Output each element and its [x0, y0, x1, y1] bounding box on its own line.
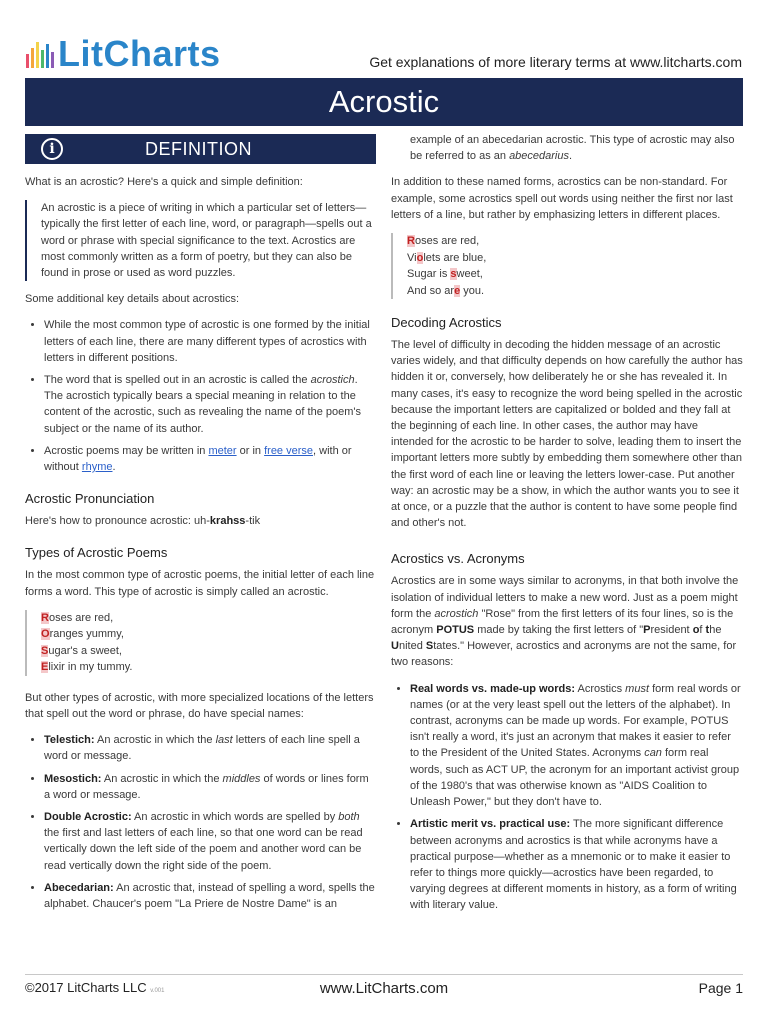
- example-poem-rose: [25, 610, 376, 676]
- definition-intro: What is an acrostic? Here's a quick and simple definition:: [25, 176, 303, 188]
- version-label: v.001: [150, 988, 165, 994]
- bar-chart-logo-icon: [26, 42, 54, 68]
- logo-text: LitCharts: [58, 33, 221, 74]
- poem-line: Sugar's a sweet,: [41, 644, 122, 657]
- poem-line: Roses are red,: [407, 235, 480, 248]
- types-paragraph: In the most common type of acrostic poems, the initial letter of each line forms a word. This type of acrostic is simply called an acrostic.: [25, 569, 375, 598]
- footer-divider: [25, 974, 743, 975]
- definition-header: [25, 134, 376, 164]
- free-verse-link[interactable]: free verse: [264, 444, 314, 457]
- acrostics-vs-acronyms-heading: Acrostics vs. Acronyms: [391, 551, 525, 567]
- list-item: • Telestich: An acrostic in which the last letters of each line spell a word or message.: [44, 732, 376, 764]
- pronunciation-heading: Acrostic Pronunciation: [25, 491, 155, 507]
- example-poem-violets: [391, 233, 743, 299]
- list-item: • While the most common type of acrostic is one formed by the initial letters of each line, there are many different types of acrostics with letters in different positions.: [44, 317, 376, 366]
- poem-line: Violets are blue,: [407, 251, 487, 264]
- list-item: • The word that is spelled out in an acrostic is called the acrostich. The acrostich typically bears a special meaning in relation to the content of the acrostic, such as revealing the name of the poem's subject or the name of its author.: [44, 372, 376, 437]
- other-types-intro: But other types of acrostic, with more specialized locations of the letters that spell out the word or phrase, do have special names:: [25, 691, 374, 721]
- list-item: • Real words vs. made-up words: Acrostics must form real words or names (or at the very least spell out the letters of the alphabet). In contrast, acronyms can be made up words. For example, POTUS isn't really a word, it's just an acronym that makes it easier to refer to the President of the United States. Acronyms can form real words, such as ACT UP, the acronym for an important activist group of the 1980's that was otherwise known as "AIDS Coalition to Unleash Power," but they don't have to.: [410, 681, 743, 811]
- meter-link[interactable]: meter: [208, 444, 237, 457]
- decoding-heading: Decoding Acrostics: [391, 315, 502, 331]
- differences-list: [391, 681, 743, 914]
- page-number: Page 1: [698, 980, 743, 996]
- poem-line: Roses are red,: [41, 611, 114, 624]
- page-title: Acrostic: [328, 84, 440, 119]
- definition-label: DEFINITION: [145, 139, 252, 159]
- acrostics-vs-acronyms-paragraph: Acrostics are in some ways similar to acronyms, in that both involve the isolation of individual letters to make a new word. Just as a poem might form the acrostich "Rose" from the first letters of its four lines, so is the acronym POTUS made by taking the first letters of "President of the United States." However, acrostics and acronyms are not the same, for two reasons:: [391, 575, 739, 669]
- acrostic-types-list: [25, 732, 376, 912]
- tagline: Get explanations of more literary terms at www.litcharts.com: [369, 54, 742, 70]
- poem-line: Oranges yummy,: [41, 628, 124, 641]
- decoding-paragraph: The level of difficulty in decoding the hidden message of an acrostic varies widely, and that difficulty depends on how carefully the author has hidden it or, conversely, how deliberately he or she has revealed it. In many cases, it's easy to recognize the word being spelled in the acrostic because the important letters are capitalized or bolded and they fall at the beginning of each line. In other cases, the author may have intended for the acrostic to be harder to solve, leading them to insert the important letters more subtly by embedding them somewhere other than the first word of each line or leaving the letters lower-case. Put another way: an acrostic may be a show, in which the author wants you to see it at once, or a puzzle that the author is content to have some people find and other's not.: [391, 339, 743, 530]
- pronunciation-text: Here's how to pronounce acrostic: uh-krahss-tik: [25, 515, 261, 528]
- rhyme-link[interactable]: rhyme: [81, 461, 113, 474]
- list-item: • Acrostic poems may be written in meter or in free verse, with or without rhyme.: [44, 443, 376, 475]
- types-heading: Types of Acrostic Poems: [25, 545, 168, 561]
- footer-site-link[interactable]: www.LitCharts.com: [319, 980, 449, 997]
- definition-quote: An acrostic is a piece of writing in which a particular set of letters—typically the first letter of each line, word, or paragraph—spells out a word or phrase with special significance to the text. Acrostics are most commonly written as a form of poetry, but they can also be found in prose or used as word puzzles.: [25, 200, 376, 281]
- list-item: • Mesostich: An acrostic in which the middles of words or lines form a word or message.: [44, 771, 376, 803]
- poem-line: And so are you.: [407, 284, 485, 297]
- litcharts-logo[interactable]: [26, 34, 221, 74]
- info-icon: i: [41, 138, 63, 160]
- right-column: [391, 132, 743, 924]
- poem-line: Sugar is sweet,: [407, 268, 483, 281]
- page-title-bar: [25, 78, 743, 126]
- nonstandard-paragraph: In addition to these named forms, acrostics can be non-standard. For example, some acrostics spell out words using neither the first nor last letters of a line, but rather by emphasizing letters in different places.: [391, 176, 733, 221]
- list-item: • Double Acrostic: An acrostic in which words are spelled by both the first and last letters of each line, so that one word can be read vertically down the left side of the poem and another word can be read vertically down the right side of the poem.: [44, 809, 376, 874]
- list-item: • Abecedarian: An acrostic that, instead of spelling a word, spells the alphabet. Chaucer's poem "La Priere de Nostre Dame" is an: [44, 880, 376, 912]
- list-item: • Artistic merit vs. practical use: The more significant difference between acronyms and acrostics is that while acronyms have a practical purpose—whether as a mnemonic or to make it easier to refer to things more quickly—acrostics have been regarded, to varying degrees at different moments in history, as a form of writing with literary value.: [410, 816, 743, 913]
- key-details-list: [25, 317, 376, 475]
- key-details-intro: Some additional key details about acrostics:: [25, 293, 240, 306]
- poem-line: Elixir in my tummy.: [41, 661, 133, 674]
- footer-copyright: ©2017 LitCharts LLC v.001: [25, 980, 165, 995]
- abecedarian-continued: example of an abecedarian acrostic. This type of acrostic may also be referred to as an abecedarius.: [410, 134, 735, 163]
- left-column: [25, 134, 376, 922]
